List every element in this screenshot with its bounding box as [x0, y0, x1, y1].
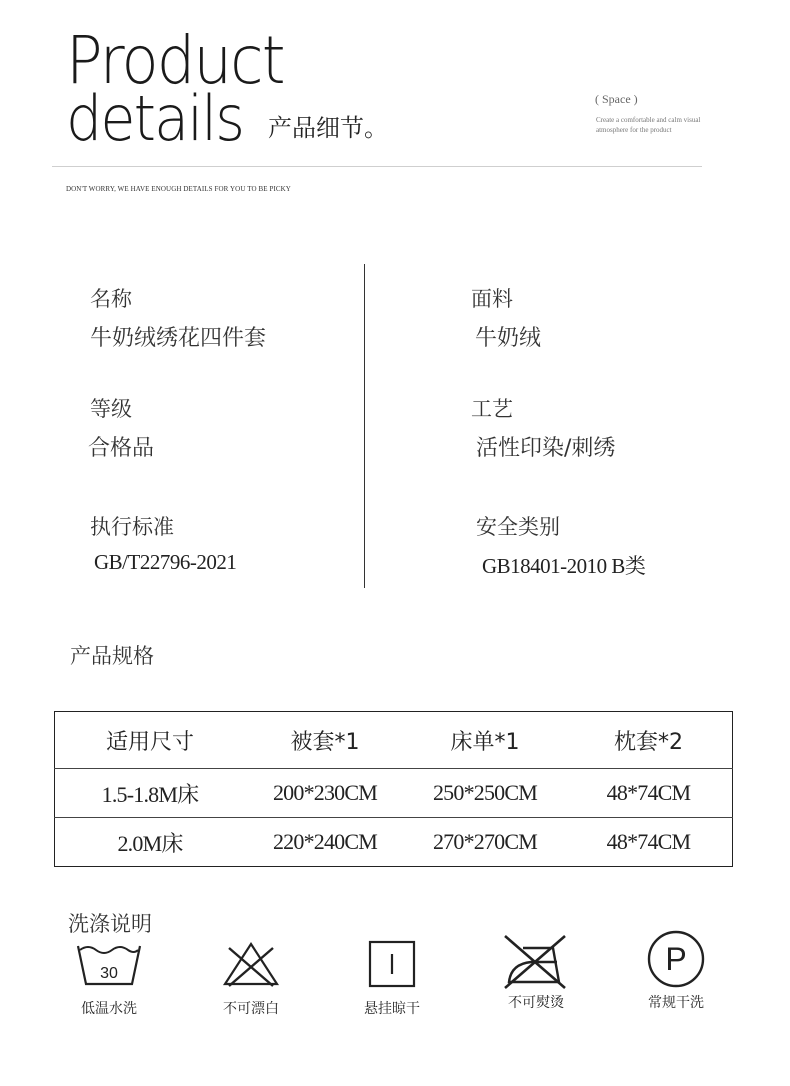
care-item-dry-clean	[616, 928, 736, 1012]
care-label-no-iron: 不可熨烫	[508, 995, 564, 1011]
safety-value: GB18401-2010 B类	[482, 554, 646, 578]
standard-value: GB/T22796-2021	[94, 550, 237, 574]
header-pillowcase: 枕套*2	[565, 712, 733, 769]
hang-dry-icon	[362, 940, 422, 990]
dry-clean-p-icon	[645, 928, 707, 990]
spec-title: 产品规格	[70, 644, 154, 668]
name-value: 牛奶绒绣花四件套	[90, 326, 267, 351]
care-label-wash: 低温水洗	[81, 1001, 137, 1017]
craft-value: 活性印染/刺绣	[476, 436, 616, 461]
space-description: Create a comfortable and calm visual atmosphere for the product	[596, 116, 701, 134]
header-divider	[52, 166, 702, 167]
dry-clean-letter: P	[665, 941, 687, 977]
title-cn: 产品细节。	[268, 114, 388, 142]
care-item-no-bleach	[191, 940, 311, 1018]
cell-size: 1.5-1.8M床	[55, 769, 246, 818]
cell-pillowcase: 48*74CM	[565, 769, 733, 818]
care-item-wash	[49, 940, 169, 1018]
name-label: 名称	[90, 287, 132, 311]
no-bleach-icon	[221, 940, 281, 990]
grade-value: 合格品	[88, 436, 155, 461]
title-line-2: details	[66, 82, 244, 155]
standard-label: 执行标准	[90, 515, 174, 539]
grade-label: 等级	[90, 397, 132, 421]
fabric-label: 面料	[471, 287, 513, 311]
tagline: DON'T WORRY, WE HAVE ENOUGH DETAILS FOR YOU TO BE PICKY	[66, 185, 291, 193]
fabric-value: 牛奶绒	[475, 326, 542, 351]
table-row	[55, 818, 733, 867]
safety-label: 安全类别	[476, 515, 560, 539]
care-label-dry-clean: 常规干洗	[648, 995, 704, 1011]
spec-table	[54, 711, 733, 867]
wash-temp: 30	[100, 965, 118, 982]
no-iron-icon	[501, 934, 571, 990]
care-item-hang-dry	[332, 940, 452, 1018]
cell-pillowcase: 48*74CM	[606, 829, 691, 854]
header-size: 适用尺寸	[55, 712, 246, 769]
wash-30-icon	[74, 940, 144, 990]
space-label: ( Space )	[595, 92, 638, 106]
care-title: 洗涤说明	[68, 912, 152, 936]
craft-label: 工艺	[471, 397, 513, 421]
care-label-hang-dry: 悬挂晾干	[364, 1001, 420, 1017]
cell-duvet: 220*240CM	[272, 829, 378, 854]
header-duvet: 被套*1	[245, 712, 405, 769]
cell-size: 2.0M床	[117, 830, 183, 856]
cell-duvet: 200*230CM	[245, 769, 405, 818]
title-line-1: Product	[66, 22, 284, 99]
column-divider	[364, 264, 365, 588]
table-header-row	[55, 712, 733, 769]
header-sheet: 床单*1	[405, 712, 565, 769]
cell-sheet: 250*250CM	[405, 769, 565, 818]
care-label-no-bleach: 不可漂白	[223, 1001, 279, 1017]
cell-sheet: 270*270CM	[432, 829, 538, 854]
table-row	[55, 769, 733, 818]
care-item-no-iron	[476, 934, 596, 1012]
